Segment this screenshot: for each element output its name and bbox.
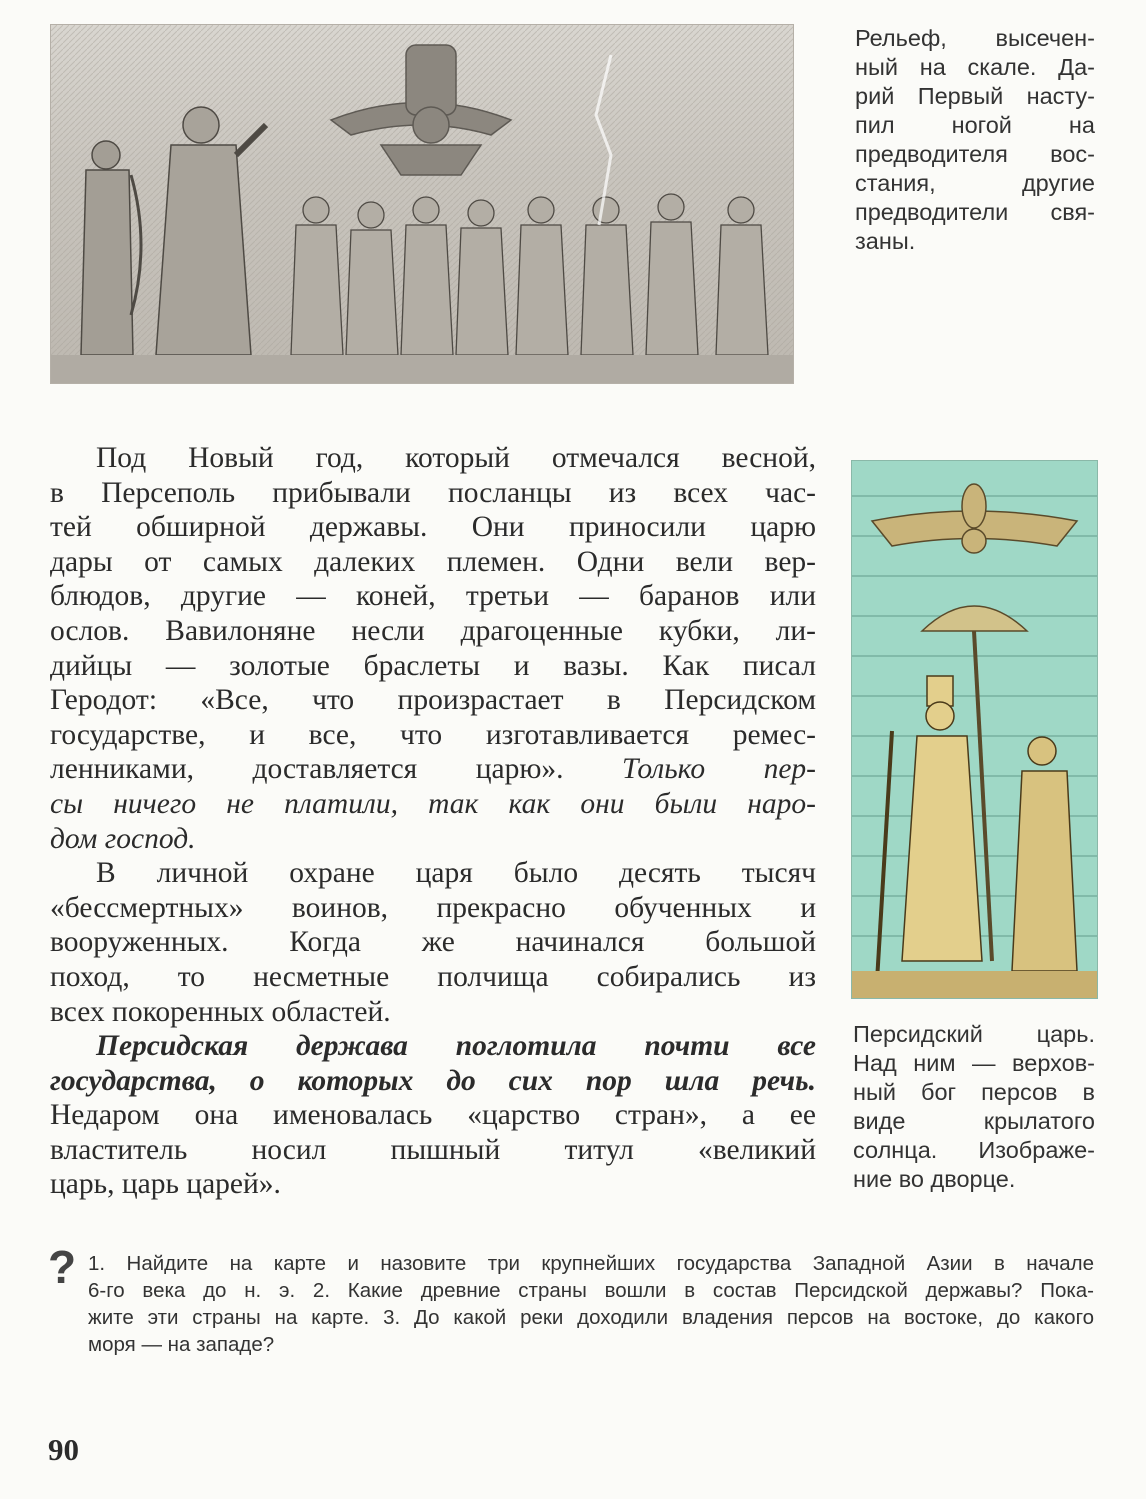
caption-line: рий Первый насту- [855, 83, 1095, 109]
relief-caption [855, 24, 1095, 256]
relief-illustration [50, 24, 794, 384]
text-line: ослов. Вавилоняне несли драгоценные кубки, ли- [50, 614, 816, 647]
text-line: царь, царь царей». [50, 1168, 281, 1201]
question-line: моря — на западе? [88, 1333, 275, 1356]
text-line: властитель носил пышный титул «великий [50, 1133, 816, 1166]
italic-run: Только пер- [622, 753, 816, 786]
king-caption [853, 1020, 1095, 1194]
persian-king-illustration [851, 460, 1098, 999]
italic-line: сы ничего не платили, так как они были наро- [50, 787, 816, 820]
questions-block [88, 1250, 1094, 1358]
text-line: вооруженных. Когда же начинался большой [50, 926, 816, 959]
caption-line: предводители свя- [855, 199, 1095, 225]
text-line: дары от самых далеких племен. Одни вели вер- [50, 545, 816, 578]
text-line: «бессмертных» воинов, прекрасно обученных и [50, 891, 816, 924]
caption-line: виде крылатого [853, 1108, 1095, 1134]
page-number: 90 [48, 1432, 79, 1467]
relief-drawing [51, 25, 793, 383]
text-line: в Персеполь прибывали посланцы из всех час- [50, 476, 816, 509]
caption-line: предводителя вос- [855, 141, 1095, 167]
text-line: Под Новый год, который отмечался весной, [96, 442, 816, 474]
question-line: жите эти страны на карте. 3. До какой реки доходили владения персов на востоке, до какого [88, 1306, 1094, 1329]
caption-line: Рельеф, высечен- [855, 25, 1095, 51]
caption-line: Над ним — верхов- [853, 1050, 1095, 1076]
caption-line: стания, другие [855, 170, 1095, 196]
text-line: поход, то несметные полчища собирались из [50, 960, 816, 993]
text-line: Геродот: «Все, что произрастает в Персидском [50, 684, 816, 717]
text-line: В личной охране царя было десять тысяч [96, 857, 816, 890]
bold-italic-line: Персидская держава поглотила почти все [96, 1030, 816, 1063]
text-line: блюдов, другие — коней, третьи — баранов или [50, 580, 816, 613]
text-line: тей обширной державы. Они приносили царю [50, 511, 816, 544]
caption-line: пил ногой на [855, 112, 1095, 138]
caption-line: заны. [855, 228, 916, 254]
text-line: Недаром она именовалась «царство стран», а ее [50, 1099, 816, 1132]
caption-line: ный бог персов в [853, 1079, 1095, 1105]
caption-line: ный на скале. Да- [855, 54, 1095, 80]
question-mark-icon: ? [48, 1241, 77, 1293]
text-line-mixed [50, 752, 816, 787]
question-line: 1. Найдите на карте и назовите три крупнейших государства Западной Азии в начале [88, 1252, 1094, 1275]
caption-line: ние во дворце. [853, 1166, 1016, 1192]
text-line: дийцы — золотые браслеты и вазы. Как писал [50, 649, 816, 682]
question-line: 6-го века до н. э. 2. Какие древние страны вошли в состав Персидской державы? Пока- [88, 1279, 1094, 1302]
bold-italic-line: государства, о которых до сих пор шла речь. [50, 1064, 816, 1097]
italic-line: дом господ. [50, 822, 196, 855]
king-drawing [852, 461, 1097, 998]
body-text [50, 441, 816, 1202]
caption-line: Персидский царь. [853, 1021, 1095, 1047]
text-run: ленниками, доставляется царю». [50, 753, 623, 786]
text-line: всех покоренных областей. [50, 995, 391, 1028]
caption-line: солнца. Изображе- [853, 1137, 1095, 1163]
text-line: государстве, и все, что изготавливается ремес- [50, 718, 816, 751]
